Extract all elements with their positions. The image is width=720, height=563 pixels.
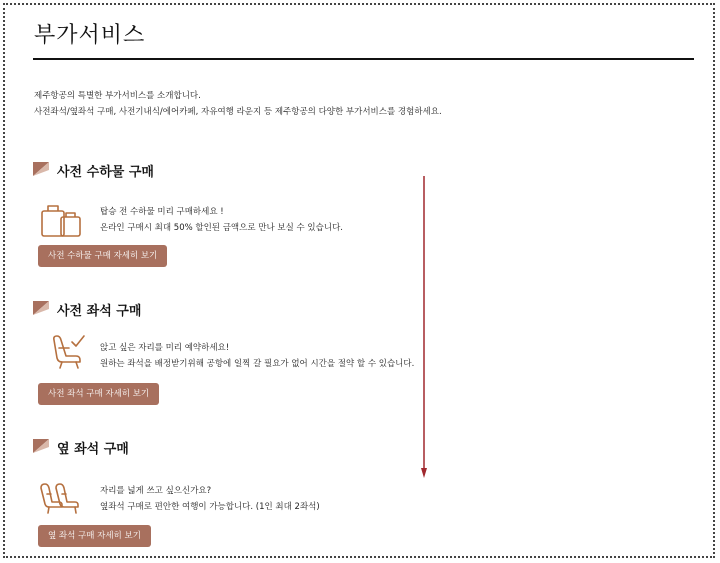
title-divider	[33, 58, 694, 60]
section-title: 사전 수하물 구매	[57, 165, 154, 180]
intro-line-2: 사전좌석/옆좌석 구매, 사전기내식/에어카페, 자유여행 라운지 등 제주항공의 다양한 부가서비스를 경험하세요.	[34, 107, 442, 117]
down-arrow-icon	[421, 176, 427, 478]
luggage-icon	[40, 203, 82, 239]
section-description	[100, 483, 320, 515]
section-title: 옆 좌석 구매	[57, 442, 129, 457]
section-description	[100, 204, 343, 236]
seat-details-button[interactable]: 사전 좌석 구매 자세히 보기	[38, 383, 159, 405]
intro-text	[34, 88, 442, 120]
double-seat-icon	[39, 482, 81, 518]
page-frame	[3, 3, 715, 558]
section-description	[100, 340, 414, 372]
baggage-details-button[interactable]: 사전 수하물 구매 자세히 보기	[38, 245, 167, 267]
intro-line-1: 제주항공의 특별한 부가서비스를 소개합니다.	[34, 91, 201, 101]
description-line-2: 옆좌석 구매로 편안한 여행이 가능합니다. (1인 최대 2좌석)	[100, 502, 320, 512]
description-line-2: 온라인 구매시 최대 50% 할인된 금액으로 만나 보실 수 있습니다.	[100, 223, 343, 233]
description-line-1: 자리를 넓게 쓰고 싶으신가요?	[100, 486, 212, 496]
description-line-1: 탑승 전 수하물 미리 구매하세요 !	[100, 207, 224, 217]
page-title: 부가서비스	[34, 23, 146, 48]
section-flag-icon	[33, 162, 49, 176]
description-line-2: 원하는 좌석을 배정받기위해 공항에 일찍 갈 필요가 없어 시간을 절약 할 수 있습니다.	[100, 359, 415, 369]
section-title: 사전 좌석 구매	[57, 304, 142, 319]
seat-check-icon	[50, 334, 92, 370]
description-line-1: 앉고 싶은 자리를 미리 예약하세요!	[100, 343, 230, 353]
section-flag-icon	[33, 439, 49, 453]
extra-seat-details-button[interactable]: 옆 좌석 구매 자세히 보기	[38, 525, 151, 547]
section-flag-icon	[33, 301, 49, 315]
